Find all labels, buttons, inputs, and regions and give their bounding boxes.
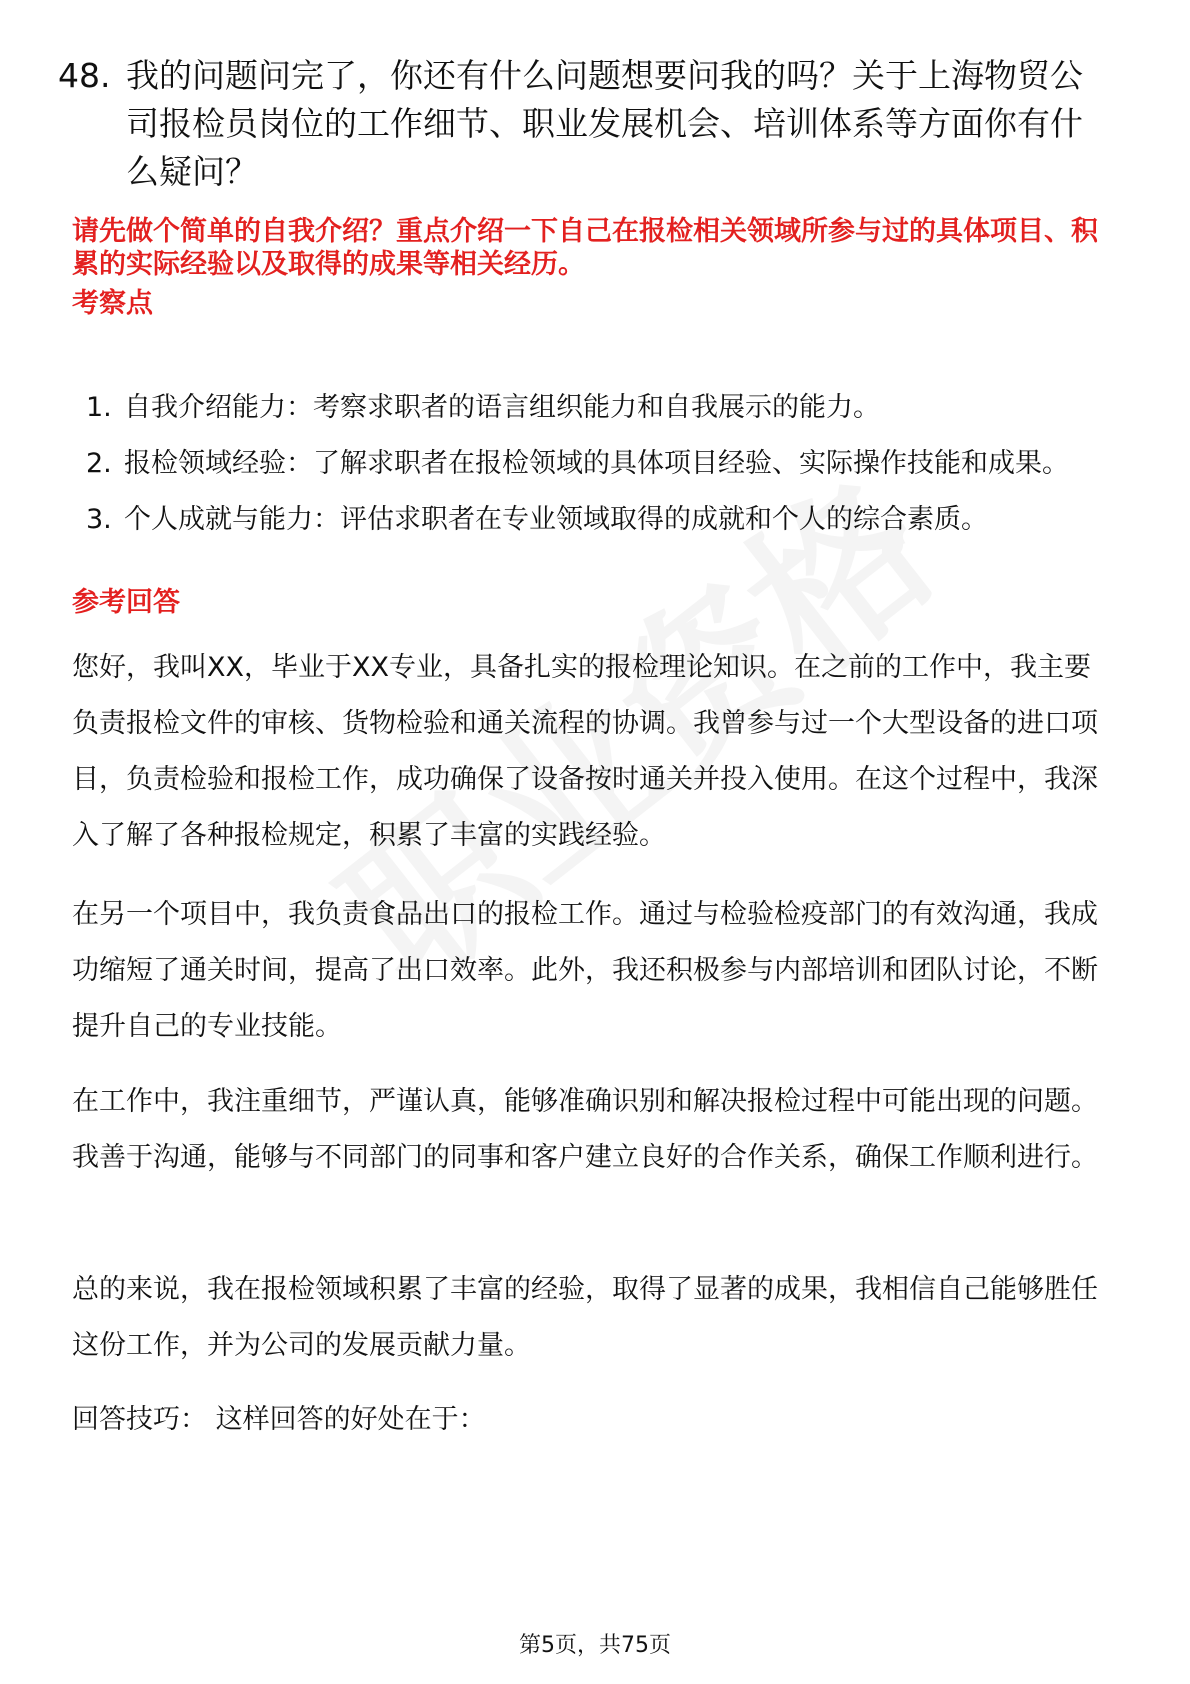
section-title-answer: 参考回答	[72, 587, 180, 618]
list-item-text: 报检领域经验：了解求职者在报检领域的具体项目经验、实际操作技能和成果。	[124, 448, 1069, 479]
page-footer: 第5页，共75页	[519, 1633, 671, 1658]
list-item	[72, 492, 1112, 548]
list-item	[72, 436, 1112, 492]
points-list	[72, 380, 1112, 548]
answer-tips-line: 回答技巧： 这样回答的好处在于：	[72, 1404, 486, 1435]
list-item	[72, 380, 1112, 436]
interview-prompt: 请先做个简单的自我介绍？重点介绍一下自己在报检相关领域所参与过的具体项目、积累的实际经验以及取得的成果等相关经历。	[72, 216, 1098, 280]
answer-paragraph-1: 您好，我叫XX，毕业于XX专业，具备扎实的报检理论知识。在之前的工作中，我主要负责报检文件的审核、货物检验和通关流程的协调。我曾参与过一个大型设备的进口项目，负责检验和报检工作，成功确保了设备按时通关并投入使用。在这个过程中，我深入了解了各种报检规定，积累了丰富的实践经验。	[72, 652, 1098, 851]
question-heading	[58, 52, 1108, 196]
list-item-number: 2.	[86, 448, 112, 479]
answer-paragraph-3: 在工作中，我注重细节，严谨认真，能够准确识别和解决报检过程中可能出现的问题。我善于沟通，能够与不同部门的同事和客户建立良好的合作关系，确保工作顺利进行。	[72, 1086, 1098, 1173]
list-item-text: 个人成就与能力：评估求职者在专业领域取得的成就和个人的综合素质。	[124, 504, 988, 535]
answer-paragraph-2: 在另一个项目中，我负责食品出口的报检工作。通过与检验检疫部门的有效沟通，我成功缩短了通关时间，提高了出口效率。此外，我还积极参与内部培训和团队讨论，不断提升自己的专业技能。	[72, 899, 1098, 1042]
question-text: 我的问题问完了，你还有什么问题想要问我的吗？关于上海物贸公司报检员岗位的工作细节、职业发展机会、培训体系等方面你有什么疑问？	[126, 56, 1083, 191]
list-item-number: 1.	[86, 392, 112, 423]
question-number: 48.	[58, 56, 111, 95]
list-item-text: 自我介绍能力：考察求职者的语言组织能力和自我展示的能力。	[124, 392, 880, 423]
answer-paragraph-4: 总的来说，我在报检领域积累了丰富的经验，取得了显著的成果，我相信自己能够胜任这份工作，并为公司的发展贡献力量。	[72, 1274, 1098, 1361]
list-item-number: 3.	[86, 504, 112, 535]
section-title-points: 考察点	[72, 288, 153, 319]
